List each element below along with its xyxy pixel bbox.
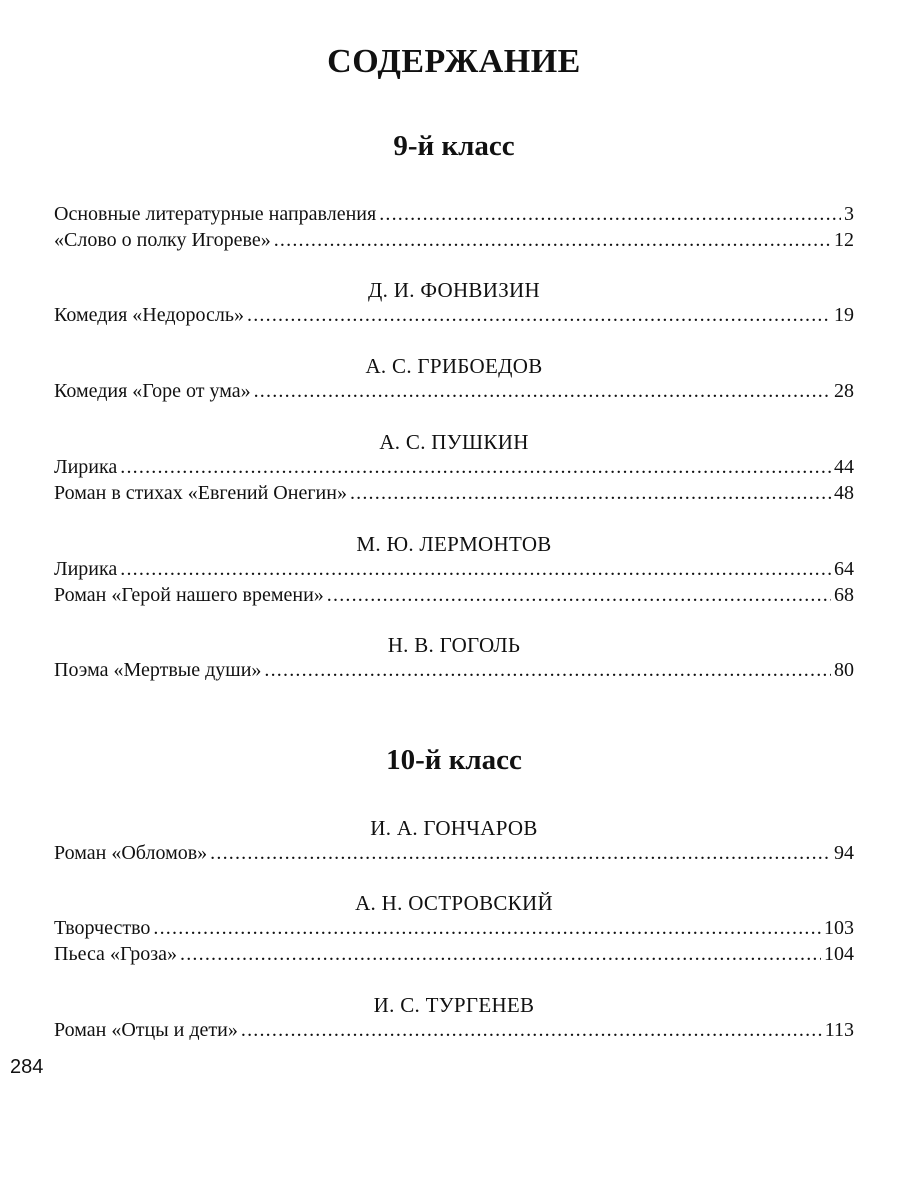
toc-entry-title: Лирика — [54, 456, 118, 478]
toc-entry-title: Комедия «Недоросль» — [54, 304, 245, 326]
toc-leader-dots — [254, 379, 831, 404]
toc-entry-title: Лирика — [54, 558, 118, 580]
toc-leader-dots — [327, 583, 831, 608]
toc-entry[interactable] — [54, 841, 854, 866]
toc-entry[interactable] — [54, 228, 854, 253]
toc-leader-dots — [120, 455, 831, 480]
toc-leader-dots — [379, 202, 841, 227]
section-heading-grade9: 9-й класс — [393, 130, 515, 162]
toc-entry-page: 104 — [824, 943, 854, 965]
toc-leader-dots — [153, 916, 821, 941]
toc-leader-dots — [120, 557, 831, 582]
toc-entry-page: 3 — [844, 203, 854, 225]
page-title: СОДЕРЖАНИЕ — [327, 43, 581, 80]
toc-entry[interactable] — [54, 481, 854, 506]
toc-entry[interactable] — [54, 1018, 854, 1043]
toc-leader-dots — [241, 1018, 822, 1043]
toc-entry-title: Комедия «Горе от ума» — [54, 380, 251, 402]
author-heading-gogol: Н. В. ГОГОЛЬ — [387, 633, 521, 657]
toc-entry-page: 12 — [834, 229, 854, 251]
toc-entry-title: Роман «Герой нашего времени» — [54, 584, 324, 606]
section-heading-grade10: 10-й класс — [386, 744, 522, 776]
toc-entry-page: 44 — [834, 456, 854, 478]
toc-entry-title: Творчество — [54, 917, 151, 939]
toc-entry-title: Пьеса «Гроза» — [54, 943, 178, 965]
toc-leader-dots — [247, 303, 831, 328]
toc-entry[interactable] — [54, 658, 854, 683]
toc-leader-dots — [274, 228, 831, 253]
author-heading-griboedov: А. С. ГРИБОЕДОВ — [365, 354, 543, 378]
toc-entry[interactable] — [54, 942, 854, 967]
toc-entry-title: «Слово о полку Игореве» — [54, 229, 271, 251]
author-heading-pushkin: А. С. ПУШКИН — [379, 430, 529, 454]
author-heading-fonvizin: Д. И. ФОНВИЗИН — [368, 278, 540, 302]
toc-entry[interactable] — [54, 202, 854, 227]
toc-leader-dots — [210, 841, 831, 866]
toc-entry-title: Основные литературные направления — [54, 203, 377, 225]
page-number: 284 — [10, 1056, 44, 1078]
toc-entry-title: Поэма «Мертвые души» — [54, 659, 262, 681]
author-heading-lermontov: М. Ю. ЛЕРМОНТОВ — [356, 532, 552, 556]
author-heading-goncharov: И. А. ГОНЧАРОВ — [370, 816, 538, 840]
toc-entry-title: Роман «Обломов» — [54, 842, 208, 864]
toc-entry[interactable] — [54, 303, 854, 328]
toc-entry-page: 64 — [834, 558, 854, 580]
toc-entry[interactable] — [54, 583, 854, 608]
author-heading-turgenev: И. С. ТУРГЕНЕВ — [373, 993, 535, 1017]
toc-entry-title: Роман в стихах «Евгений Онегин» — [54, 482, 347, 504]
toc-entry[interactable] — [54, 455, 854, 480]
toc-entry[interactable] — [54, 916, 854, 941]
toc-entry-page: 94 — [834, 842, 854, 864]
toc-entry-page: 103 — [824, 917, 854, 939]
toc-leader-dots — [350, 481, 831, 506]
toc-entry[interactable] — [54, 379, 854, 404]
toc-leader-dots — [264, 658, 831, 683]
toc-entry-page: 68 — [834, 584, 854, 606]
toc-leader-dots — [180, 942, 821, 967]
toc-entry[interactable] — [54, 557, 854, 582]
author-heading-ostrovsky: А. Н. ОСТРОВСКИЙ — [355, 891, 553, 915]
toc-entry-page: 48 — [834, 482, 854, 504]
toc-entry-page: 80 — [834, 659, 854, 681]
toc-entry-page: 28 — [834, 380, 854, 402]
toc-entry-title: Роман «Отцы и дети» — [54, 1019, 238, 1041]
toc-entry-page: 19 — [834, 304, 854, 326]
toc-entry-page: 113 — [824, 1019, 854, 1041]
